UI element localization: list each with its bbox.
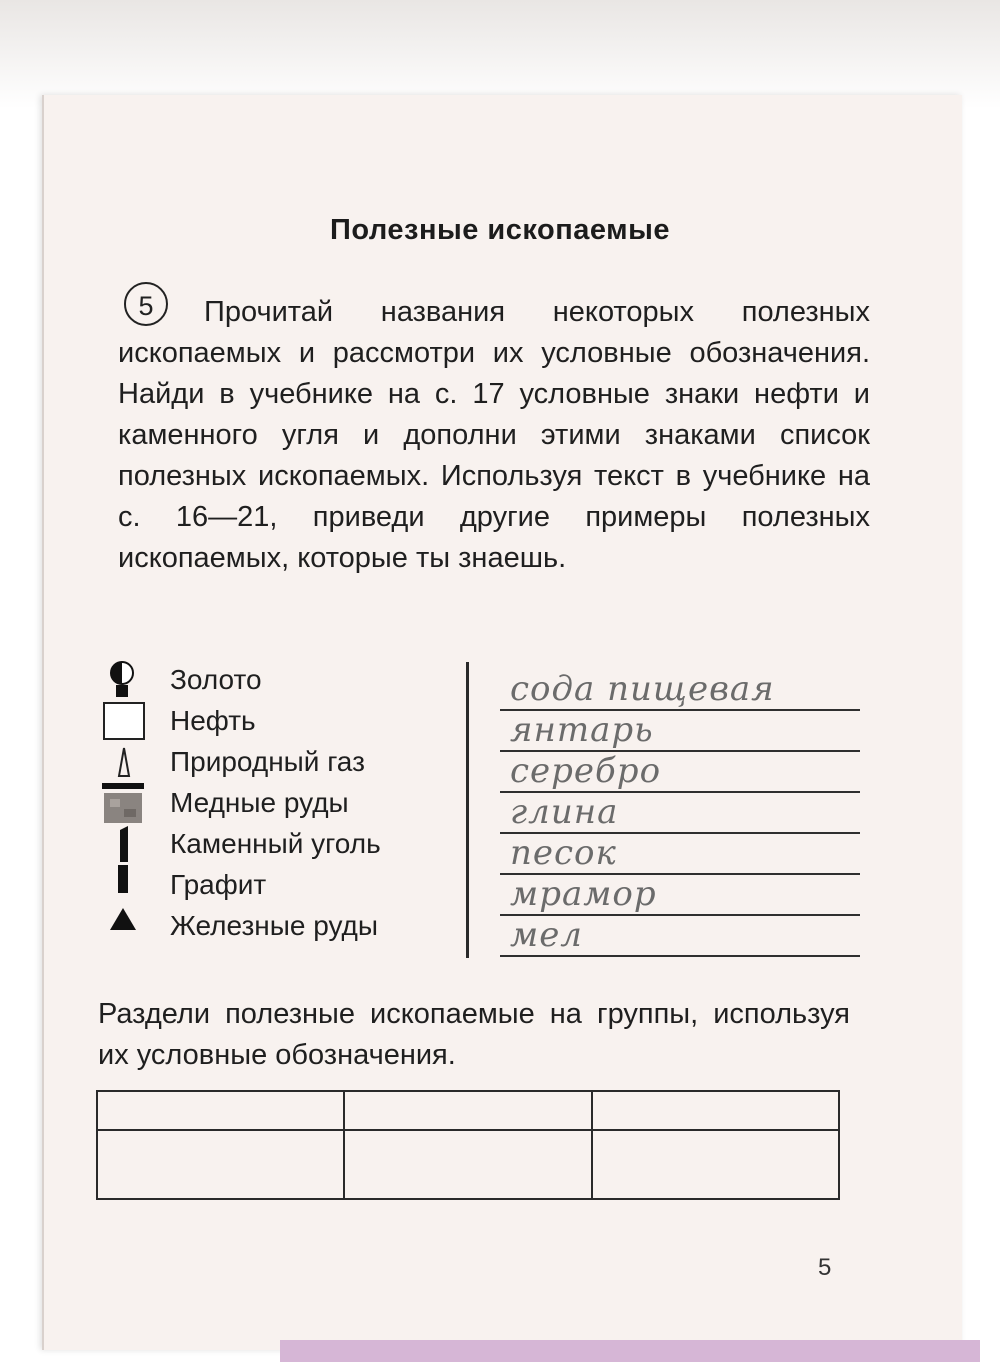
handwritten-answer: глина	[510, 792, 619, 832]
table-cell[interactable]	[592, 1130, 839, 1199]
legend-label: Железные руды	[170, 910, 379, 941]
legend-label: Природный газ	[170, 746, 365, 777]
answer-line[interactable]	[500, 710, 860, 754]
handwritten-answer: серебро	[510, 751, 662, 791]
task-number-badge: 5	[124, 282, 168, 326]
page-title: Полезные ископаемые	[330, 214, 670, 246]
coal-black-bar-icon	[98, 824, 150, 864]
task-instructions: Прочитай названия некоторых полезных ископаемых и рассмотри их условные обозначения. Найди в учебнике на с. 17 условные знаки нефти и каменного угля и дополни этими знаками список полезных ископаемых. Используя текст в учебнике на с. 16—21, приведи другие примеры полезных ископаемых, которые ты знаешь.	[118, 296, 870, 574]
legend-row	[98, 701, 468, 742]
legend-row	[98, 906, 468, 947]
page-number: 5	[818, 1254, 832, 1281]
legend-row	[98, 783, 468, 824]
column-divider	[466, 662, 469, 958]
cover-edge-strip	[280, 1340, 980, 1362]
legend-label: Медные руды	[170, 787, 349, 818]
answer-line[interactable]	[500, 915, 860, 959]
answer-line[interactable]	[500, 874, 860, 918]
legend-label: Золото	[170, 664, 262, 695]
copper-ore-symbol-icon	[98, 783, 150, 823]
table-cell[interactable]	[344, 1091, 591, 1130]
empty-square-icon	[98, 701, 150, 741]
handwritten-answer: мел	[510, 915, 583, 955]
handwritten-answer: сода пищевая	[510, 669, 775, 709]
legend-label: Графит	[170, 869, 267, 900]
table-cell[interactable]	[97, 1091, 344, 1130]
group-task-instructions: Раздели полезные ископаемые на группы, используя их условные обозначения.	[98, 998, 850, 1071]
legend-label: Нефть	[170, 705, 256, 736]
answer-line[interactable]	[500, 833, 860, 877]
table-cell[interactable]	[592, 1091, 839, 1130]
legend-row	[98, 742, 468, 783]
legend-row	[98, 824, 468, 865]
handwritten-answer: янтарь	[510, 710, 654, 750]
table-cell[interactable]	[344, 1130, 591, 1199]
legend-label: Каменный уголь	[170, 828, 381, 859]
writing-line	[500, 955, 860, 957]
graphite-bar-icon	[98, 865, 150, 905]
table-cell[interactable]	[97, 1130, 344, 1199]
answer-line[interactable]	[500, 751, 860, 795]
handwritten-answer: песок	[510, 833, 617, 873]
minerals-legend	[98, 660, 468, 947]
small-triangle-outline-icon	[98, 742, 150, 782]
handwritten-answers	[500, 669, 860, 959]
legend-row	[98, 660, 468, 701]
gold-symbol-icon	[98, 660, 150, 700]
answer-line[interactable]	[500, 669, 860, 713]
handwritten-answer: мрамор	[510, 874, 657, 914]
black-triangle-icon	[98, 906, 150, 946]
answer-line[interactable]	[500, 792, 860, 836]
legend-row	[98, 865, 468, 906]
grouping-table	[96, 1090, 840, 1200]
